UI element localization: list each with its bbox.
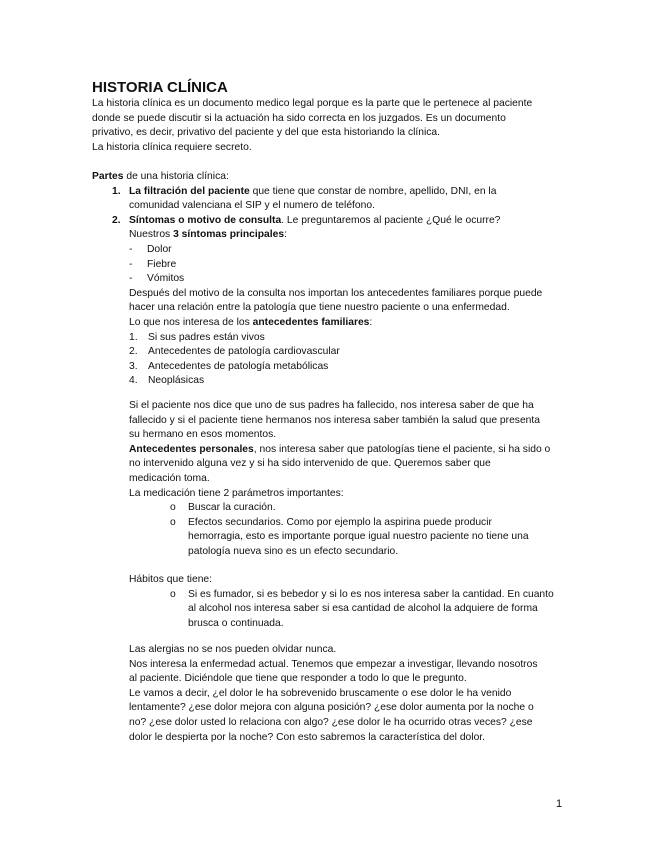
personales-bold: Antecedentes personales	[129, 443, 254, 455]
symptom-item	[92, 272, 567, 287]
familiar-text: Antecedentes de patología metabólicas	[148, 360, 329, 372]
med-item	[92, 516, 567, 531]
symptom-text: Dolor	[147, 243, 172, 255]
dash-marker: -	[129, 273, 133, 285]
text-line: La historia clínica es un documento medico legal porque es la parte que le pertenece al paciente	[92, 98, 533, 109]
text-line: su hermano en esos momentos.	[129, 429, 277, 441]
item1-bold: La filtración del paciente	[129, 185, 250, 197]
text-line: Nos interesa la enfermedad actual. Tenemos que empezar a investigar, llevando nosotros	[129, 658, 538, 670]
familiar-item	[92, 360, 567, 375]
fallecido-section	[92, 399, 567, 560]
list-item-1	[92, 185, 567, 214]
text-line: fallecido y si el paciente tiene hermanos nos interesa saber también la salud que presenta	[129, 414, 540, 426]
parts-section	[92, 170, 567, 389]
final-section	[92, 643, 567, 745]
med-item	[92, 501, 567, 516]
text-line: Le vamos a decir, ¿el dolor le ha sobrevenido bruscamente o ese dolor le ha venido	[129, 687, 512, 699]
text-line: Después del motivo de la consulta nos importan los antecedentes familiares porque puede	[129, 287, 543, 299]
text-line: no? ¿ese dolor usted lo relaciona con algo? ¿ese dolor le ha ocurrido otras veces? ¿ese	[129, 716, 533, 728]
text-line: La historia clínica requiere secreto.	[92, 141, 252, 153]
text-line: comunidad valenciana el SIP y el numero de teléfono.	[129, 200, 375, 212]
list-item-2	[92, 214, 567, 229]
parts-heading	[92, 170, 567, 185]
item2-rest: . Le preguntaremos al paciente ¿Qué le ocurre?	[281, 214, 501, 226]
habitos-section	[92, 573, 567, 631]
text-line: donde se puede discutir si la actuación ha sido correcta en los juzgados. Es un documento	[92, 112, 506, 124]
symptom-item	[92, 243, 567, 258]
symptom-text: Vómitos	[147, 273, 185, 285]
symptom-item	[92, 258, 567, 273]
text-line: hemorragia, esto es importante porque igual nuestro paciente no tiene una	[188, 531, 529, 543]
item1-rest: que tiene que constar de nombre, apellido, DNI, en la	[249, 185, 497, 197]
familiar-text: Si sus padres están vivos	[148, 331, 265, 343]
familiares-post: :	[369, 316, 373, 328]
familiares-pre: Lo que nos interesa de los	[129, 316, 253, 328]
intro-paragraph	[92, 97, 567, 155]
habito-text: Si es fumador, si es bebedor y si lo es nos interesa saber la cantidad. En cuanto	[188, 588, 554, 600]
item2-bold: Síntomas o motivo de consulta	[129, 214, 282, 226]
dash-marker: -	[129, 243, 133, 255]
med-text: Buscar la curación.	[188, 502, 276, 514]
symptoms-bold: 3 síntomas principales	[173, 229, 285, 241]
text-line: patología nueva sino es un efecto secundario.	[188, 545, 399, 557]
list-number: 3.	[129, 360, 138, 372]
list-number: 4.	[129, 375, 138, 387]
parts-bold: Partes	[92, 171, 124, 182]
page-number: 1	[556, 798, 563, 810]
familiar-text: Neoplásicas	[148, 375, 205, 387]
parts-rest: de una historia clínica:	[123, 171, 229, 182]
personales-rest: , nos interesa saber que patologías tiene el paciente, si ha sido o	[253, 443, 551, 455]
personales-line	[92, 443, 567, 458]
list-number: 1.	[129, 331, 138, 343]
bullet-marker: o	[170, 588, 176, 600]
familiar-item	[92, 374, 567, 389]
text-line: brusca o continuada.	[188, 617, 284, 629]
text-line: no intervenido alguna vez y si ha sido intervenido de que. Queremos saber que	[129, 458, 491, 470]
med-text: Efectos secundarios. Como por ejemplo la aspirina puede producir	[188, 516, 492, 528]
page-title: HISTORIA CLÍNICA	[92, 79, 228, 96]
habito-item	[92, 588, 567, 603]
habitos-heading: Hábitos que tiene:	[129, 574, 213, 585]
list-number: 2.	[112, 214, 121, 226]
familiares-heading	[92, 316, 567, 331]
text-line: medicación toma.	[129, 472, 210, 484]
text-line: Si el paciente nos dice que uno de sus padres ha fallecido, nos interesa saber de que ha	[129, 400, 534, 411]
text-line: al alcohol nos interesa saber si esa cantidad de alcohol la adquiere de forma	[188, 603, 538, 615]
symptoms-post: :	[284, 229, 287, 241]
familiar-item	[92, 331, 567, 346]
text-line: La medicación tiene 2 parámetros importantes:	[129, 487, 344, 499]
bullet-marker: o	[170, 502, 176, 514]
familiar-text: Antecedentes de patología cardiovascular	[148, 346, 340, 358]
bullet-marker: o	[170, 516, 176, 528]
text-line: dolor le despierta por la noche? Con esto sabremos la característica del dolor.	[129, 731, 486, 743]
list-number: 1.	[112, 185, 121, 197]
symptoms-pre: Nuestros	[129, 229, 174, 241]
familiar-item	[92, 345, 567, 360]
dash-marker: -	[129, 258, 133, 270]
symptom-text: Fiebre	[147, 258, 177, 270]
text-line: privativo, es decir, privativo del paciente y del que esta historiando la clínica.	[92, 127, 440, 139]
text-line: Las alergias no se nos pueden olvidar nunca.	[129, 644, 337, 655]
text-line: lentamente? ¿ese dolor mejora con alguna posición? ¿ese dolor aumenta por la noche o	[129, 702, 534, 714]
familiares-bold: antecedentes familiares	[252, 316, 370, 328]
text-line: al paciente. Diciéndole que tiene que responder a todo lo que le pregunto.	[129, 673, 467, 685]
list-number: 2.	[129, 346, 138, 358]
text-line: hacer una relación entre la patología que tiene nuestro paciente o una enfermedad.	[129, 302, 510, 314]
symptoms-heading	[92, 228, 567, 243]
